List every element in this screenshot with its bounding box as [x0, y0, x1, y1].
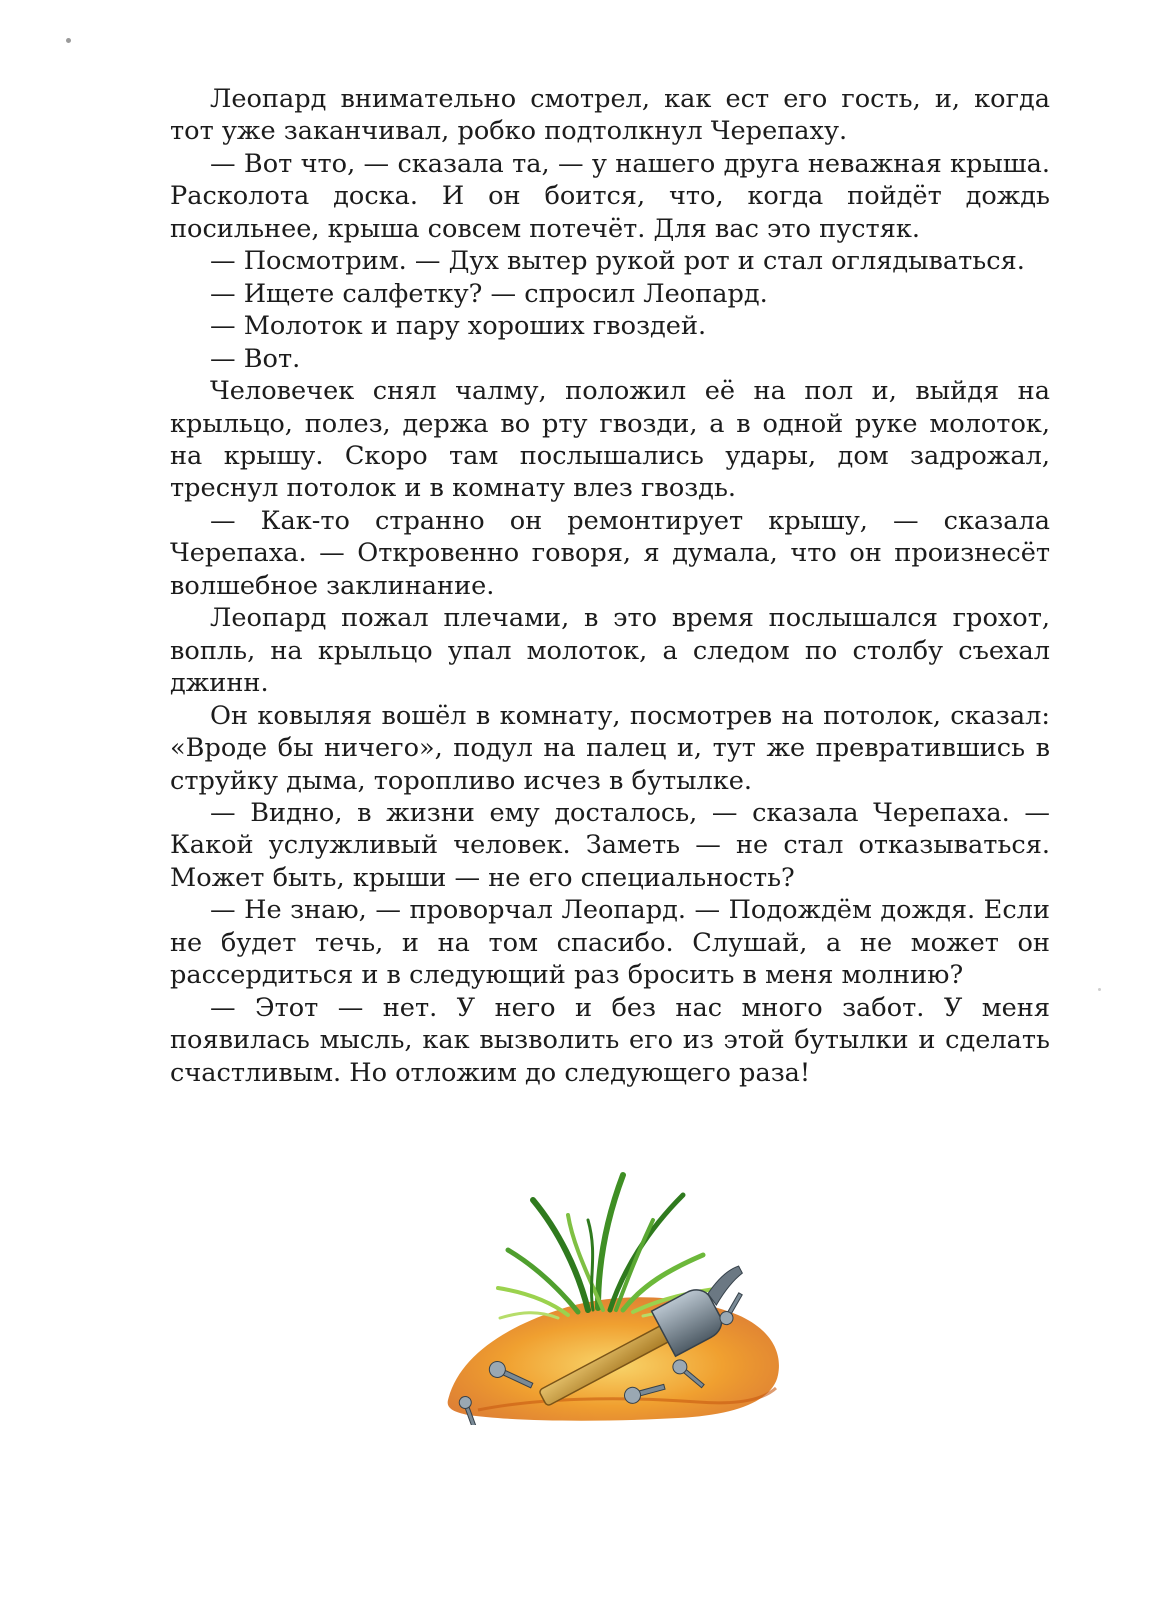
paragraph: — Не знаю, — проворчал Леопард. — Подождём дождя. Если не будет течь, и на том спасибо. Слушай, а не может он рассердиться и в следующий раз бросить в меня молнию? [170, 895, 1050, 991]
paragraph: — Молоток и пару хороших гвоздей. [210, 311, 707, 342]
paragraph: — Видно, в жизни ему досталось, — сказала Черепаха. — Какой услужливый человек. Заметь — не стал отказываться. Может быть, крыши — не его специальность? [170, 797, 1050, 893]
story-text [170, 83, 1050, 1089]
paragraph: Он ковыляя вошёл в комнату, посмотрев на потолок, сказал: «Вроде бы ничего», подул на палец и, тут же превратившись в струйку дыма, торопливо исчез в бутылке. [170, 700, 1050, 796]
paragraph: — Вот. [210, 343, 301, 374]
paragraph: — Посмотрим. — Дух вытер рукой рот и стал оглядываться. [210, 246, 1025, 277]
paragraph: Леопард пожал плечами, в это время послышался грохот, вопль, на крыльцо упал молоток, а следом по столбу съехал джинн. [170, 603, 1050, 699]
paragraph: — Этот — нет. У него и без нас много забот. У меня появилась мысль, как вызволить его из этой бутылки и сделать счастливым. Но отложим до следующего раза! [170, 992, 1050, 1088]
paragraph: — Как-то странно он ремонтирует крышу, — сказала Черепаха. — Откровенно говоря, я думала, что он произнесёт волшебное заклинание. [170, 505, 1050, 601]
page-speck [66, 38, 71, 43]
paragraph: — Ищете салфетку? — спросил Леопард. [210, 278, 768, 309]
hammer-and-nails-on-grass-icon [438, 1160, 788, 1425]
paragraph: Леопард внимательно смотрел, как ест его гость, и, когда тот уже заканчивал, робко подтолкнул Черепаху. [170, 84, 1050, 147]
page-speck [1098, 988, 1101, 991]
paragraph: — Вот что, — сказала та, — у нашего друга неважная крыша. Расколота доска. И он боится, что, когда пойдёт дождь посильнее, крыша совсем потечёт. Для вас это пустяк. [170, 148, 1050, 244]
paragraph: Человечек снял чалму, положил её на пол и, выйдя на крыльцо, полез, держа во рту гвозди, а в одной руке молоток, на крышу. Скоро там послышались удары, дом задрожал, треснул потолок и в комнату влез гвоздь. [170, 376, 1050, 504]
